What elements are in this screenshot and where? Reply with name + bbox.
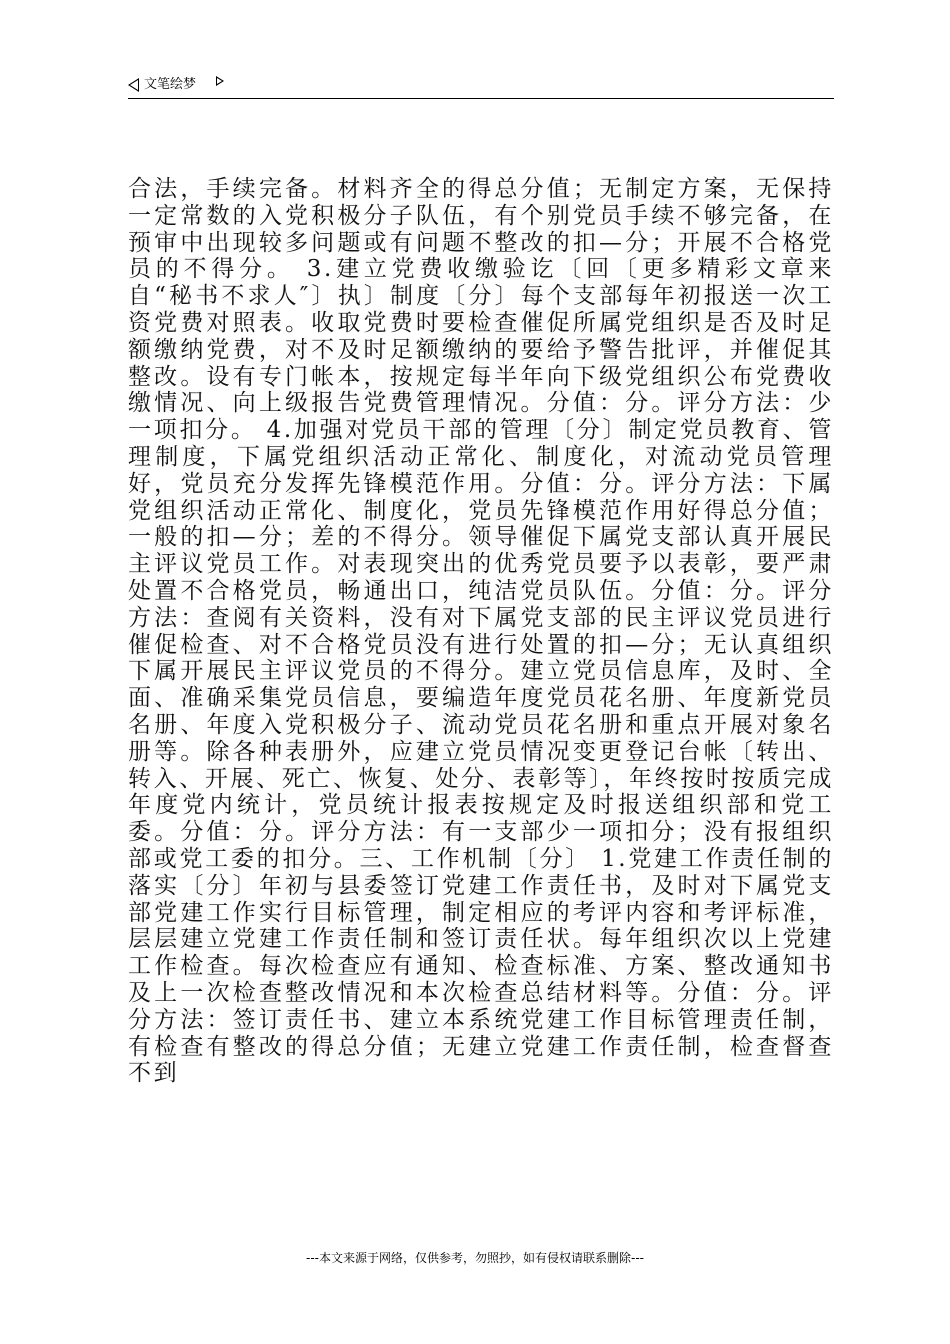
header-brand: 文笔绘梦	[144, 77, 197, 92]
triangle-right-icon	[216, 76, 224, 86]
footer-disclaimer: ---本文来源于网络，仅供参考，勿照抄，如有侵权请联系删除---	[306, 1251, 644, 1265]
triangle-left-icon	[128, 78, 139, 92]
body-paragraph: 合法，手续完备。材料齐全的得总分值；无制定方案，无保持一定常数的入党积极分子队伍，有个别党员手续不够完备，在预审中出现较多问题或有问题不整改的扣—分；开展不合格党员的不得分。 3.建立党费收缴验讫〔回〔更多精彩文章来自“秘书不求人″〕执〕制度〔分〕每个支部每年初报送一次工资党费对照表。收取党费时要检查催促所属党组织是否及时足额缴纳党费，对不及时足额缴纳的要给予警告批评，并催促其整改。设有专门帐本，按规定每半年向下级党组织公布党费收缴情况、向上级报告党费管理情况。分值：分。评分方法：少一项扣分。 4.加强对党员干部的管理〔分〕制定党员教育、管理制度，下属党组织活动正常化、制度化，对流动党员管理好，党员充分发挥先锋模范作用。分值：分。评分方法：下属党组织活动正常化、制度化，党员先锋模范作用好得总分值；一般的扣—分；差的不得分。领导催促下属党支部认真开展民主评议党员工作。对表现突出的优秀党员要予以表彰，要严肃处置不合格党员，畅通出口，纯洁党员队伍。分值：分。评分方法：查阅有关资料，没有对下属党支部的民主评议党员进行催促检查、对不合格党员没有进行处置的扣—分；无认真组织下属开展民主评议党员的不得分。建立党员信息库，及时、全面、准确采集党员信息，要编造年度党员花名册、年度新党员名册、年度入党积极分子、流动党员花名册和重点开展对象名册等。除各种表册外，应建立党员情况变更登记台帐〔转出、转入、开展、死亡、恢复、处分、表彰等〕，年终按时按质完成年度党内统计，党员统计报表按规定及时报送组织部和党工委。分值：分。评分方法：有一支部少一项扣分；没有报组织部或党工委的扣分。三、工作机制〔分〕 1.党建工作责任制的落实〔分〕年初与县委签订党建工作责任书，及时对下属党支部党建工作实行目标管理，制定相应的考评内容和考评标准，层层建立党建工作责任制和签订责任状。每年组织次以上党建工作检查。每次检查应有通知、检查标准、方案、整改通知书及上一次检查整改情况和本次检查总结材料等。分值：分。评分方法：签订责任书、建立本系统党建工作目标管理责任制，有检查有整改的得总分值；无建立党建工作责任制，检查督查不到	[128, 176, 834, 1087]
header-divider	[128, 98, 834, 99]
page-header	[128, 74, 834, 98]
